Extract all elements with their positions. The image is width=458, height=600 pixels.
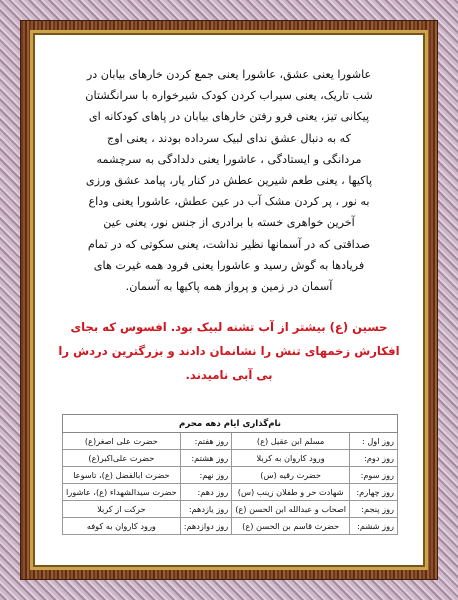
day-label: روز سوم: <box>350 467 398 484</box>
table-title: نام‌گذاری ایام دهه محرم <box>63 415 398 433</box>
highlight-line: بی آبی نامیدند. <box>185 368 273 383</box>
day-event: اصحاب و عبدالله ابن الحسن (ع) <box>232 501 350 518</box>
day-event: حضرت علی‌اکبر(ع) <box>63 450 181 467</box>
day-event: ورود کاروان به کوفه <box>63 518 181 535</box>
day-event: حضرت علی اصغر(ع) <box>63 433 181 450</box>
highlight-line: افکارش زخمهای تنش را نشانمان دادند و بزرگترین دردش را <box>58 344 400 359</box>
day-event: ورود کاروان به کربلا <box>232 450 350 467</box>
day-label: روز هشتم: <box>180 450 231 467</box>
day-label: روز یازدهم: <box>180 501 231 518</box>
highlight-line: حسین (ع) بیشتر از آب تشنه لبیک بود. افسوس که بجای <box>70 320 388 335</box>
paragraph-line: پاکیها ، یعنی طعم شیرین عطش در کنار یار، پیامد عشق ورزی <box>85 174 373 188</box>
table-row <box>63 450 398 467</box>
table-row <box>63 501 398 518</box>
day-event: حضرت رقیه (س) <box>232 467 350 484</box>
muharram-days-table-wrapper <box>62 414 398 535</box>
ashura-paragraph <box>46 64 412 297</box>
table-row <box>63 518 398 535</box>
paragraph-line: مردانگی و ایستادگی ، عاشورا یعنی دلدادگی به سرچشمه <box>96 152 362 166</box>
day-label: روز ششم: <box>350 518 398 535</box>
paragraph-line: پیکانی تیز، یعنی فرو رفتن خارهای بیابان در پاهای کودکانه ای <box>88 110 370 124</box>
day-label: روز پنجم: <box>350 501 398 518</box>
day-label: روز دهم: <box>180 484 231 501</box>
day-event: حضرت سیدالشهداء (ع)، عاشورا <box>63 484 181 501</box>
day-label: روز دوم: <box>350 450 398 467</box>
day-event: شهادت حر و طفلان زینب (س) <box>232 484 350 501</box>
table-row <box>63 433 398 450</box>
day-label: روز اول : <box>350 433 398 450</box>
day-event: حرکت از کربلا <box>63 501 181 518</box>
paragraph-line: صداقتی که در آسمانها نظیر نداشت، یعنی سکوتی که در تمام <box>87 237 371 251</box>
paragraph-line: آخرین خواهری خسته با برادری از جنس نور، یعنی عین <box>103 216 355 230</box>
paragraph-line: آسمان در زمین و پرواز همه پاکیها به آسمان. <box>125 280 333 294</box>
day-event: حضرت ابالفضل (ع)، تاسوعا <box>63 467 181 484</box>
muharram-days-table <box>62 414 398 535</box>
table-row <box>63 467 398 484</box>
main-content <box>40 64 418 387</box>
paragraph-line: که به دنبال عشق ندای لبیک سرداده بودند ، یعنی اوج <box>107 131 351 145</box>
day-label: روز دوازدهم: <box>180 518 231 535</box>
paragraph-line: فریادها به گوش رسید و عاشورا یعنی فرود همه غیرت های <box>93 258 365 272</box>
paragraph-line: عاشورا یعنی عشق، عاشورا یعنی جمع کردن خارهای بیابان در <box>86 68 372 81</box>
paragraph-line: به نور ، پر کردن مشک آب در عین عطش، عاشورا یعنی وداع <box>88 195 370 209</box>
day-event: حضرت قاسم بن الحسن (ع) <box>232 518 350 535</box>
day-label: روز چهارم: <box>350 484 398 501</box>
day-event: مسلم ابن عقیل (ع) <box>232 433 350 450</box>
table-row <box>63 484 398 501</box>
paragraph-line: شب تاریک، یعنی سیراب کردن کودک شیرخواره با سرانگشتان <box>85 89 373 103</box>
highlight-quote <box>44 315 414 387</box>
day-label: روز نهم: <box>180 467 231 484</box>
day-label: روز هفتم: <box>180 433 231 450</box>
